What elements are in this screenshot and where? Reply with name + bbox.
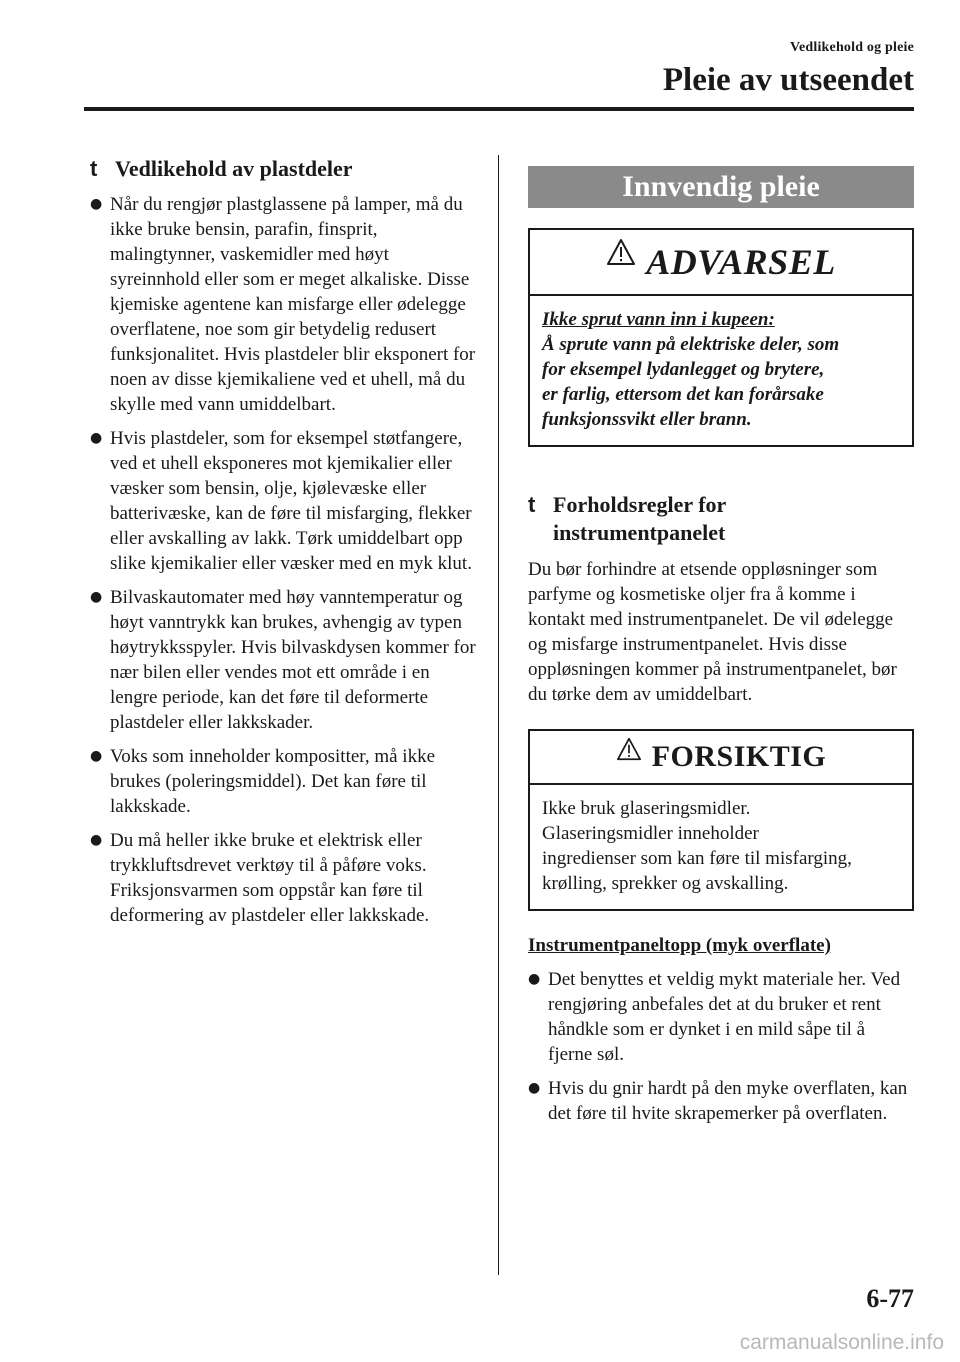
bullet-icon: ● xyxy=(528,1080,541,1096)
list-item-text: Bilvaskautomater med høy vanntemperatur og høyt vanntrykk kan brukes, avhengig av typen høytrykksspyler. Hvis bilvaskdysen kommer for nær bilen eller vendes mot ett område i en lengre periode, kan det føre til deformerte plastdeler eller lakkskader. xyxy=(110,587,476,733)
warning-line: for eksempel lydanlegget og brytere, xyxy=(542,359,825,380)
bullet-icon: ● xyxy=(528,971,541,987)
warning-triangle-icon xyxy=(616,731,642,783)
subheading-soft-surface: Instrumentpaneltopp (myk overflate) xyxy=(528,935,831,956)
left-column xyxy=(90,155,478,928)
list-item xyxy=(528,1076,914,1126)
caution-line: Glaseringsmidler inneholder xyxy=(542,823,759,844)
warning-title: Ikke sprut vann inn i kupeen: xyxy=(542,309,775,330)
caution-box-body xyxy=(530,785,912,909)
warning-triangle-icon xyxy=(606,230,636,294)
header-rule xyxy=(84,107,914,111)
bullet-icon: ● xyxy=(90,196,103,212)
section-marker: t xyxy=(90,156,98,181)
list-item xyxy=(90,744,478,819)
column-divider xyxy=(498,155,499,1275)
section-heading-dashboard xyxy=(528,491,914,547)
page-title: Pleie av utseendet xyxy=(662,62,914,98)
bullet-icon: ● xyxy=(90,589,103,605)
list-item-text: Du må heller ikke bruke et elektrisk eller trykkluftsdrevet verktøy til å påføre voks. Friksjonsvarmen som oppstår kan føre til deformering av plastdeler eller lakkskade. xyxy=(110,830,430,926)
watermark: carmanualsonline.info xyxy=(739,1331,944,1354)
list-item-text: Det benyttes et veldig mykt materiale her. Ved rengjøring anbefales det at du bruker et rent håndkle som er dynket i en mild såpe til å fjerne søl. xyxy=(548,969,901,1065)
section-heading-text: Vedlikehold av plastdeler xyxy=(115,156,353,181)
soft-surface-list xyxy=(528,967,914,1126)
list-item-text: Hvis plastdeler, som for eksempel støtfangere, ved et uhell eksponeres mot kjemikalier eller væsker som bensin, olje, kjølevæske eller batterivæske, kan de føre til misfarging, flekker eller avskalling av lakk. Tørk umiddelbart opp slike kjemikalier eller væsker med en myk klut. xyxy=(110,428,472,574)
plastic-care-list xyxy=(90,192,478,928)
bullet-icon: ● xyxy=(90,748,103,764)
section-heading-plastic-parts xyxy=(90,155,478,183)
list-item xyxy=(90,426,478,576)
list-item xyxy=(90,828,478,928)
bullet-icon: ● xyxy=(90,430,103,446)
chapter-banner: Innvendig pleie xyxy=(528,166,914,208)
right-column xyxy=(528,166,914,1126)
warning-label: ADVARSEL xyxy=(646,242,836,283)
warning-line: er farlig, ettersom det kan forårsake xyxy=(542,384,824,405)
warning-line: funksjonssvikt eller brann. xyxy=(542,409,752,430)
bullet-icon: ● xyxy=(90,832,103,848)
list-item-text: Hvis du gnir hardt på den myke overflaten, kan det føre til hvite skrapemerker på overflaten. xyxy=(548,1078,908,1124)
list-item xyxy=(528,967,914,1067)
warning-box-header xyxy=(530,230,912,296)
dashboard-paragraph: Du bør forhindre at etsende oppløsninger som parfyme og kosmetiske oljer fra å komme i kontakt med instrumentpanelet. De vil ødelegge og misfarge instrumentpanelet. Hvis disse oppløsningen kommer på instrumentpanelet, bør du tørke dem av umiddelbart. xyxy=(528,559,897,705)
caution-line: ingredienser som kan føre til misfarging, xyxy=(542,848,852,869)
caution-box xyxy=(528,729,914,911)
list-item-text: Voks som inneholder kompositter, må ikke brukes (poleringsmiddel). Det kan føre til lakkskade. xyxy=(110,746,436,817)
warning-box-body xyxy=(530,296,912,445)
caution-line: krølling, sprekker og avskalling. xyxy=(542,873,789,894)
section-marker: t xyxy=(528,492,536,517)
section-heading-text: Forholdsregler for xyxy=(553,492,727,517)
warning-line: Å sprute vann på elektriske deler, som xyxy=(542,334,840,355)
section-heading-text: instrumentpanelet xyxy=(553,520,726,545)
caution-line: Ikke bruk glaseringsmidler. xyxy=(542,798,751,819)
warning-box xyxy=(528,228,914,447)
list-item xyxy=(90,192,478,417)
page-number: 6-77 xyxy=(866,1284,914,1313)
caution-label: FORSIKTIG xyxy=(651,740,827,774)
list-item-text: Når du rengjør plastglassene på lamper, må du ikke bruke bensin, parafin, finsprit, malingtynner, vaskemidler med høyt syreinnhold eller som er meget alkaliske. Disse kjemiske agentene kan misfarge eller ødelegge overflatene, noe som gir betydelig redusert funksjonalitet. Hvis plastdeler blir eksponert for noen av disse kjemikaliene ved et uhell, må du skylle med vann umiddelbart. xyxy=(110,194,476,415)
caution-box-header xyxy=(530,731,912,785)
list-item xyxy=(90,585,478,735)
running-header-section: Vedlikehold og pleie xyxy=(789,40,914,55)
